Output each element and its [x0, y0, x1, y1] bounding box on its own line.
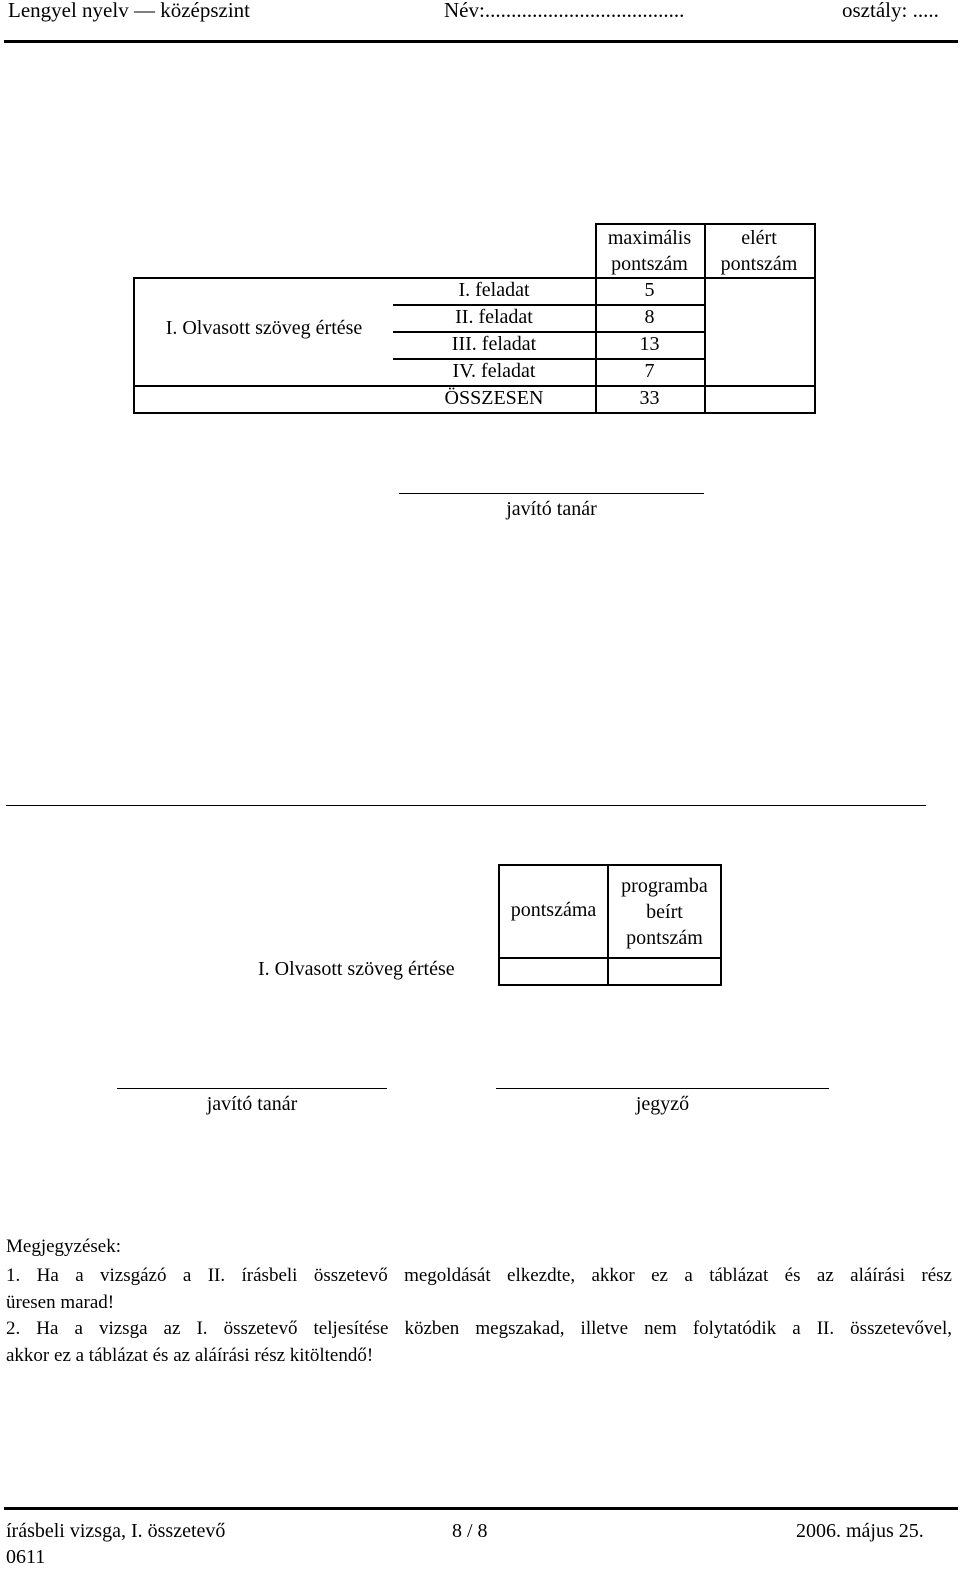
col-score-header: pontszáma	[510, 899, 597, 921]
score-table	[133, 223, 816, 414]
footer-code: 0611	[6, 1546, 46, 1568]
signature-line-teacher	[399, 493, 704, 494]
signature-label-teacher-2: javító tanár	[206, 1093, 298, 1115]
signature-label-teacher: javító tanár	[506, 498, 597, 520]
total-label: ÖSSZESEN	[444, 387, 544, 409]
footer-left: írásbeli vizsga, I. összetevő	[6, 1520, 226, 1542]
task-label: III. feladat	[451, 333, 537, 355]
footer-rule	[4, 1507, 958, 1510]
task-label: II. feladat	[455, 306, 533, 328]
col-max-header-line1: maximális	[607, 227, 692, 249]
col-achieved-header-line1: elért	[741, 227, 777, 249]
task-label: I. feladat	[458, 279, 530, 301]
header-class-label: osztály: .....	[842, 0, 939, 22]
task-label: IV. feladat	[452, 360, 536, 382]
program-row-label: I. Olvasott szöveg értése	[258, 958, 455, 980]
signature-line-teacher-2	[117, 1088, 387, 1089]
total-max: 33	[639, 387, 660, 409]
task-max: 13	[639, 333, 660, 355]
signature-line-clerk	[496, 1088, 829, 1089]
col-achieved-header-line2: pontszám	[720, 253, 798, 275]
section-label: I. Olvasott szöveg értése	[165, 317, 363, 339]
note-1-line-1: 1. Ha a vizsgázó a II. írásbeli összetevő megoldását elkezdte, akkor ez a táblázat és az aláírási rész	[6, 1265, 952, 1286]
col-program-header-line1: programba	[621, 875, 708, 897]
col-max-header-line2: pontszám	[611, 253, 688, 275]
signature-label-clerk: jegyző	[635, 1093, 690, 1115]
col-program-header-line3: pontszám	[626, 927, 703, 949]
col-max-header	[595, 225, 704, 277]
section-divider	[6, 805, 926, 806]
col-program-header-line2: beírt	[646, 901, 683, 923]
header-rule	[4, 40, 958, 43]
task-max: 8	[644, 306, 655, 328]
footer-page-number: 8 / 8	[452, 1520, 488, 1542]
header-subject: Lengyel nyelv — középszint	[8, 0, 251, 22]
col-achieved-header	[704, 225, 814, 277]
col-program-header	[609, 873, 720, 951]
task-max: 5	[644, 279, 655, 301]
note-1-line-2: üresen marad!	[6, 1292, 115, 1313]
note-2-line-1: 2. Ha a vizsga az I. összetevő teljesítése közben megszakad, illetve nem folytatódik a II. összetevővel,	[6, 1318, 952, 1339]
footer-date: 2006. május 25.	[796, 1520, 924, 1542]
task-max: 7	[644, 360, 655, 382]
notes-title: Megjegyzések:	[6, 1236, 122, 1257]
note-2-line-2: akkor ez a táblázat és az aláírási rész kitöltendő!	[6, 1345, 374, 1366]
header-name-label: Név:......................................	[444, 0, 685, 22]
